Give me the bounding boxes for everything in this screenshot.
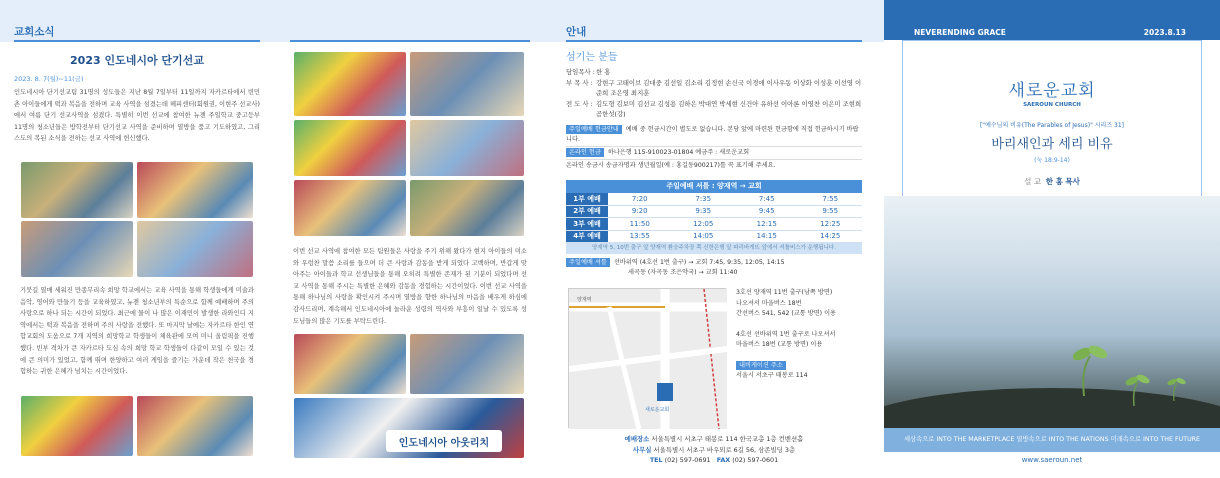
schedule-row [566, 193, 862, 206]
staff-row [566, 99, 862, 120]
mission-photo [21, 162, 133, 218]
online-offering [566, 147, 862, 160]
preacher-name: 한 홍 목사 [1045, 177, 1080, 186]
logo-english: SAEROUN CHURCH [1023, 102, 1081, 108]
office-address: 서울특별시 서초구 바우뫼로 6길 56, 삼존빌딩 3층 [653, 445, 796, 454]
navi-address: 서울시 서초구 태봉로 114 [736, 372, 808, 379]
logo-text: 새로운교회 [1008, 81, 1096, 101]
direction-line: 나오셔서 마을버스 18번 [736, 299, 802, 307]
staff-row [566, 67, 862, 78]
sermon-series: ["예수님의 비유(The Parables of Jesus)" 시리즈 31] [979, 122, 1125, 129]
staff-names: 한 홍 [596, 68, 611, 76]
shuttle-line: 세곡동 (자곡동 조은약국) → 교회 11:40 [628, 269, 738, 276]
cover-panel [884, 0, 1220, 478]
info-header: 안내 [566, 26, 587, 38]
schedule-row [566, 230, 862, 243]
shuttle-line: 선바위역 (4호선 1번 출구) → 교회 7:45, 9:35, 12:05, 14:15 [613, 259, 785, 266]
online-text: 하나은행 115-910023-01804 예금주 : 새로운교회 [607, 148, 750, 156]
staff-row [566, 78, 862, 99]
sermon-verse: (눅 18:9-14) [1034, 157, 1070, 164]
header-band-left [0, 0, 530, 42]
website-link[interactable]: www.saeroun.net [1021, 456, 1083, 464]
direction-line: 마을버스 18번 (교통 방면) 이용 [736, 341, 823, 348]
church-contact [566, 434, 862, 466]
place-label: 예배장소 [624, 435, 650, 443]
staff-role: 전 도 사 : [566, 99, 593, 108]
shuttle-label: 주일예배 셔틀 [566, 258, 610, 267]
service-label: 2부 예배 [566, 205, 608, 218]
schedule-row [566, 218, 862, 231]
map-station-label: 양재역 [577, 297, 592, 303]
brand-tagline: NEVERENDING GRACE [914, 28, 1006, 37]
schedule-row [566, 205, 862, 218]
departure-time: 7:35 [672, 193, 736, 206]
article-paragraph: 기붓길 열매 세워진 만종무리속 희망 학교에서는 교육 사역을 통해 학생들에게 미술과 음악, 영어와 만들기 등을 교육하였고, 뉴젠 청소년부의 특순으로 함께 예배하며 주의 사랑으로 하나 되는 시간이 되었다. 최근에 물이 나 많은 이재민이 발생한 라와인디 지역에서는 떡과 복음을 전하며 주의 사랑을 전했다. 또 마지막 날에는 자카르타 한인 연합교회의 도움으로 7개 지역의 희망학교 학생들이 체육관에 모여 미니 올림픽을 진행했다. 빈부 격차가 큰 자카르타 도심 속의 희망 학교 학생들이 다같이 모일 수 있는 것에 큰 의미가 있었고, 함께 뛰며 한양하고 여러 게임을 즐기는 가운데 작은 천국을 경험하는 귀한 은혜가 넘치는 시간이었다. [20, 287, 254, 376]
article-date: 2023. 8. 7(월)~11(금) [14, 75, 84, 83]
schedule-note: 양재역 5, 10번 출구 앞 양재역 환승주차장 쪽 신한은행 앞 파리바게뜨 앞에서 셔틀버스가 운행됩니다. [566, 243, 862, 254]
mission-photo [137, 396, 253, 456]
shuttle-info [566, 258, 862, 278]
group-photo [294, 398, 524, 458]
news-header: 교회소식 [14, 26, 55, 38]
issue-date: 2023.8.13 [1143, 28, 1186, 37]
article-title: 2023 인도네시아 단기선교 [70, 54, 204, 67]
departure-time: 14:15 [735, 230, 799, 243]
departure-time: 12:25 [799, 218, 863, 231]
departure-time: 11:50 [608, 218, 672, 231]
offering-info [566, 124, 862, 147]
church-marker [657, 383, 673, 401]
departure-time: 12:05 [672, 218, 736, 231]
mission-photo [21, 396, 133, 456]
staff-role: 담임목사 : [566, 68, 595, 76]
tel-number: (02) 597-0691 [664, 456, 711, 464]
motto-band: 세상속으로 INTO THE MARKETPLACE 열방속으로 INTO THE NATIONS 미래속으로 INTO THE FUTURE [884, 428, 1220, 452]
location-map [568, 288, 726, 428]
outreach-banner: 인도네시아 아웃리치 [386, 430, 502, 452]
info-panel [566, 42, 862, 478]
departure-time: 12:15 [735, 218, 799, 231]
direction-line: 3호선 양재역 11번 출구(남쪽 방면) [736, 289, 833, 296]
service-label: 4부 예배 [566, 230, 608, 243]
departure-time: 9:55 [799, 205, 863, 218]
departure-time: 14:25 [799, 230, 863, 243]
preacher-label: 설 교 [1024, 177, 1041, 186]
map-graphic [569, 289, 727, 429]
departure-time: 9:45 [735, 205, 799, 218]
direction-line: 4호선 선바위역 1번 출구로 나오셔서 [736, 330, 836, 338]
offering-label: 주일예배 헌금안내 [566, 125, 622, 134]
departure-time: 9:20 [608, 205, 672, 218]
staff-names: 강현구 고태이브 김대중 김선일 김소리 김정현 손신국 이경애 이사우동 이상화 이성훈 이선영 이준희 조은영 최지훈 [596, 78, 862, 97]
offering-text: 예배 중 헌금시간이 별도로 없습니다. 본당 앞에 마련된 헌금함에 직접 헌금하시기 바랍니다. [566, 125, 859, 143]
church-logo [884, 76, 1220, 108]
fax-number: (02) 597-0601 [732, 456, 779, 464]
tel-label: TEL [649, 456, 663, 464]
directions [736, 288, 860, 382]
fax-label: FAX [716, 456, 731, 464]
office-label: 사무실 [632, 445, 652, 454]
article-paragraph: 이번 선교 사역에 참여한 모든 팀원들은 사랑을 주기 위해 왔다가 현지 아이들의 미소와 우렁찬 말씀 소리를 들으며 더 큰 사랑과 감동을 받게 되었다 고백하며, 반갑게 맞아주는 아이들과 학교 선생님들을 통해 오히려 특별한 존재가 된 기분이 되었다며 선교 사역을 통해 주시는 특별한 은혜와 감동을 경험하는 시간이었다. 이번 선교 사역을 통해 하나님의 사랑을 확인시켜 주시며 열방을 향한 하나님의 마음을 배우게 하심에 감사드리며, 계속해서 인도네시아에 놀라운 성령의 역사와 부흥이 일날 수 있도록 성도님들의 많은 기도를 부탁드린다. [293, 248, 527, 325]
online-label: 온라인 헌금 [566, 148, 604, 157]
sprout-illustration [884, 196, 1220, 428]
map-church-label: 새로운교회 [645, 407, 670, 413]
online-note: 온라인 송금시 송금자명과 생년월일(예 : 홍길동900217)를 꼭 표기해 주세요. [566, 161, 776, 169]
departure-time: 7:45 [735, 193, 799, 206]
departure-time: 14:05 [672, 230, 736, 243]
navi-label: 내비게이션 주소 [736, 361, 786, 370]
staff-names: 김도형 김보미 김선교 김성용 김하은 박대연 박세현 신건아 유하선 이아론 이영찬 이은미 조현희 곰한섯(강) [596, 99, 862, 118]
place-address: 서울특별시 서초구 태봉로 114 한국교총 1층 컨벤션홀 [651, 435, 804, 443]
mission-photo [294, 334, 406, 394]
sermon-title: 바리새인과 세리 비유 [991, 137, 1113, 152]
staff-heading: 섬기는 분들 [566, 52, 618, 63]
departure-time: 13:55 [608, 230, 672, 243]
mission-photo [410, 334, 524, 394]
departure-time: 9:35 [672, 205, 736, 218]
staff-list [566, 67, 862, 120]
mission-photo [137, 221, 253, 277]
staff-role: 부 목 사 : [566, 78, 593, 87]
article-paragraph: 인도네시아 단기선교팀 31명의 성도들은 지난 8월 7일부터 11일까지 자카르타에서 빈민촌 아이들에게 떡과 복음을 전하며 교육 사역을 섬겼는데 헤피센터(회원권, 이현주 선교사)에서 여름 단기 선교사역을 섬겼다. 특별히 이번 선교에 참여한 뉴젠 주일학교 중고등부 11명의 청소년들은 방학전부터 단기선교 사역을 준비하며 열방을 품고 기도하였고, 그리스도의 복된 소식을 전하는 선교 사역에 헌신했다. [14, 89, 260, 143]
cover-photo [884, 196, 1220, 428]
departure-time: 7:55 [799, 193, 863, 206]
mission-photo [137, 162, 253, 218]
shuttle-schedule [566, 180, 862, 244]
service-label: 1부 예배 [566, 193, 608, 206]
departure-time: 7:20 [608, 193, 672, 206]
sermon-info [884, 120, 1220, 187]
direction-line: 간선버스 541, 542 (교통 방면) 이용 [736, 310, 837, 317]
mission-photo [21, 221, 133, 277]
service-label: 3부 예배 [566, 218, 608, 231]
schedule-title: 주일예배 셔틀 : 양재역 → 교회 [566, 180, 862, 193]
